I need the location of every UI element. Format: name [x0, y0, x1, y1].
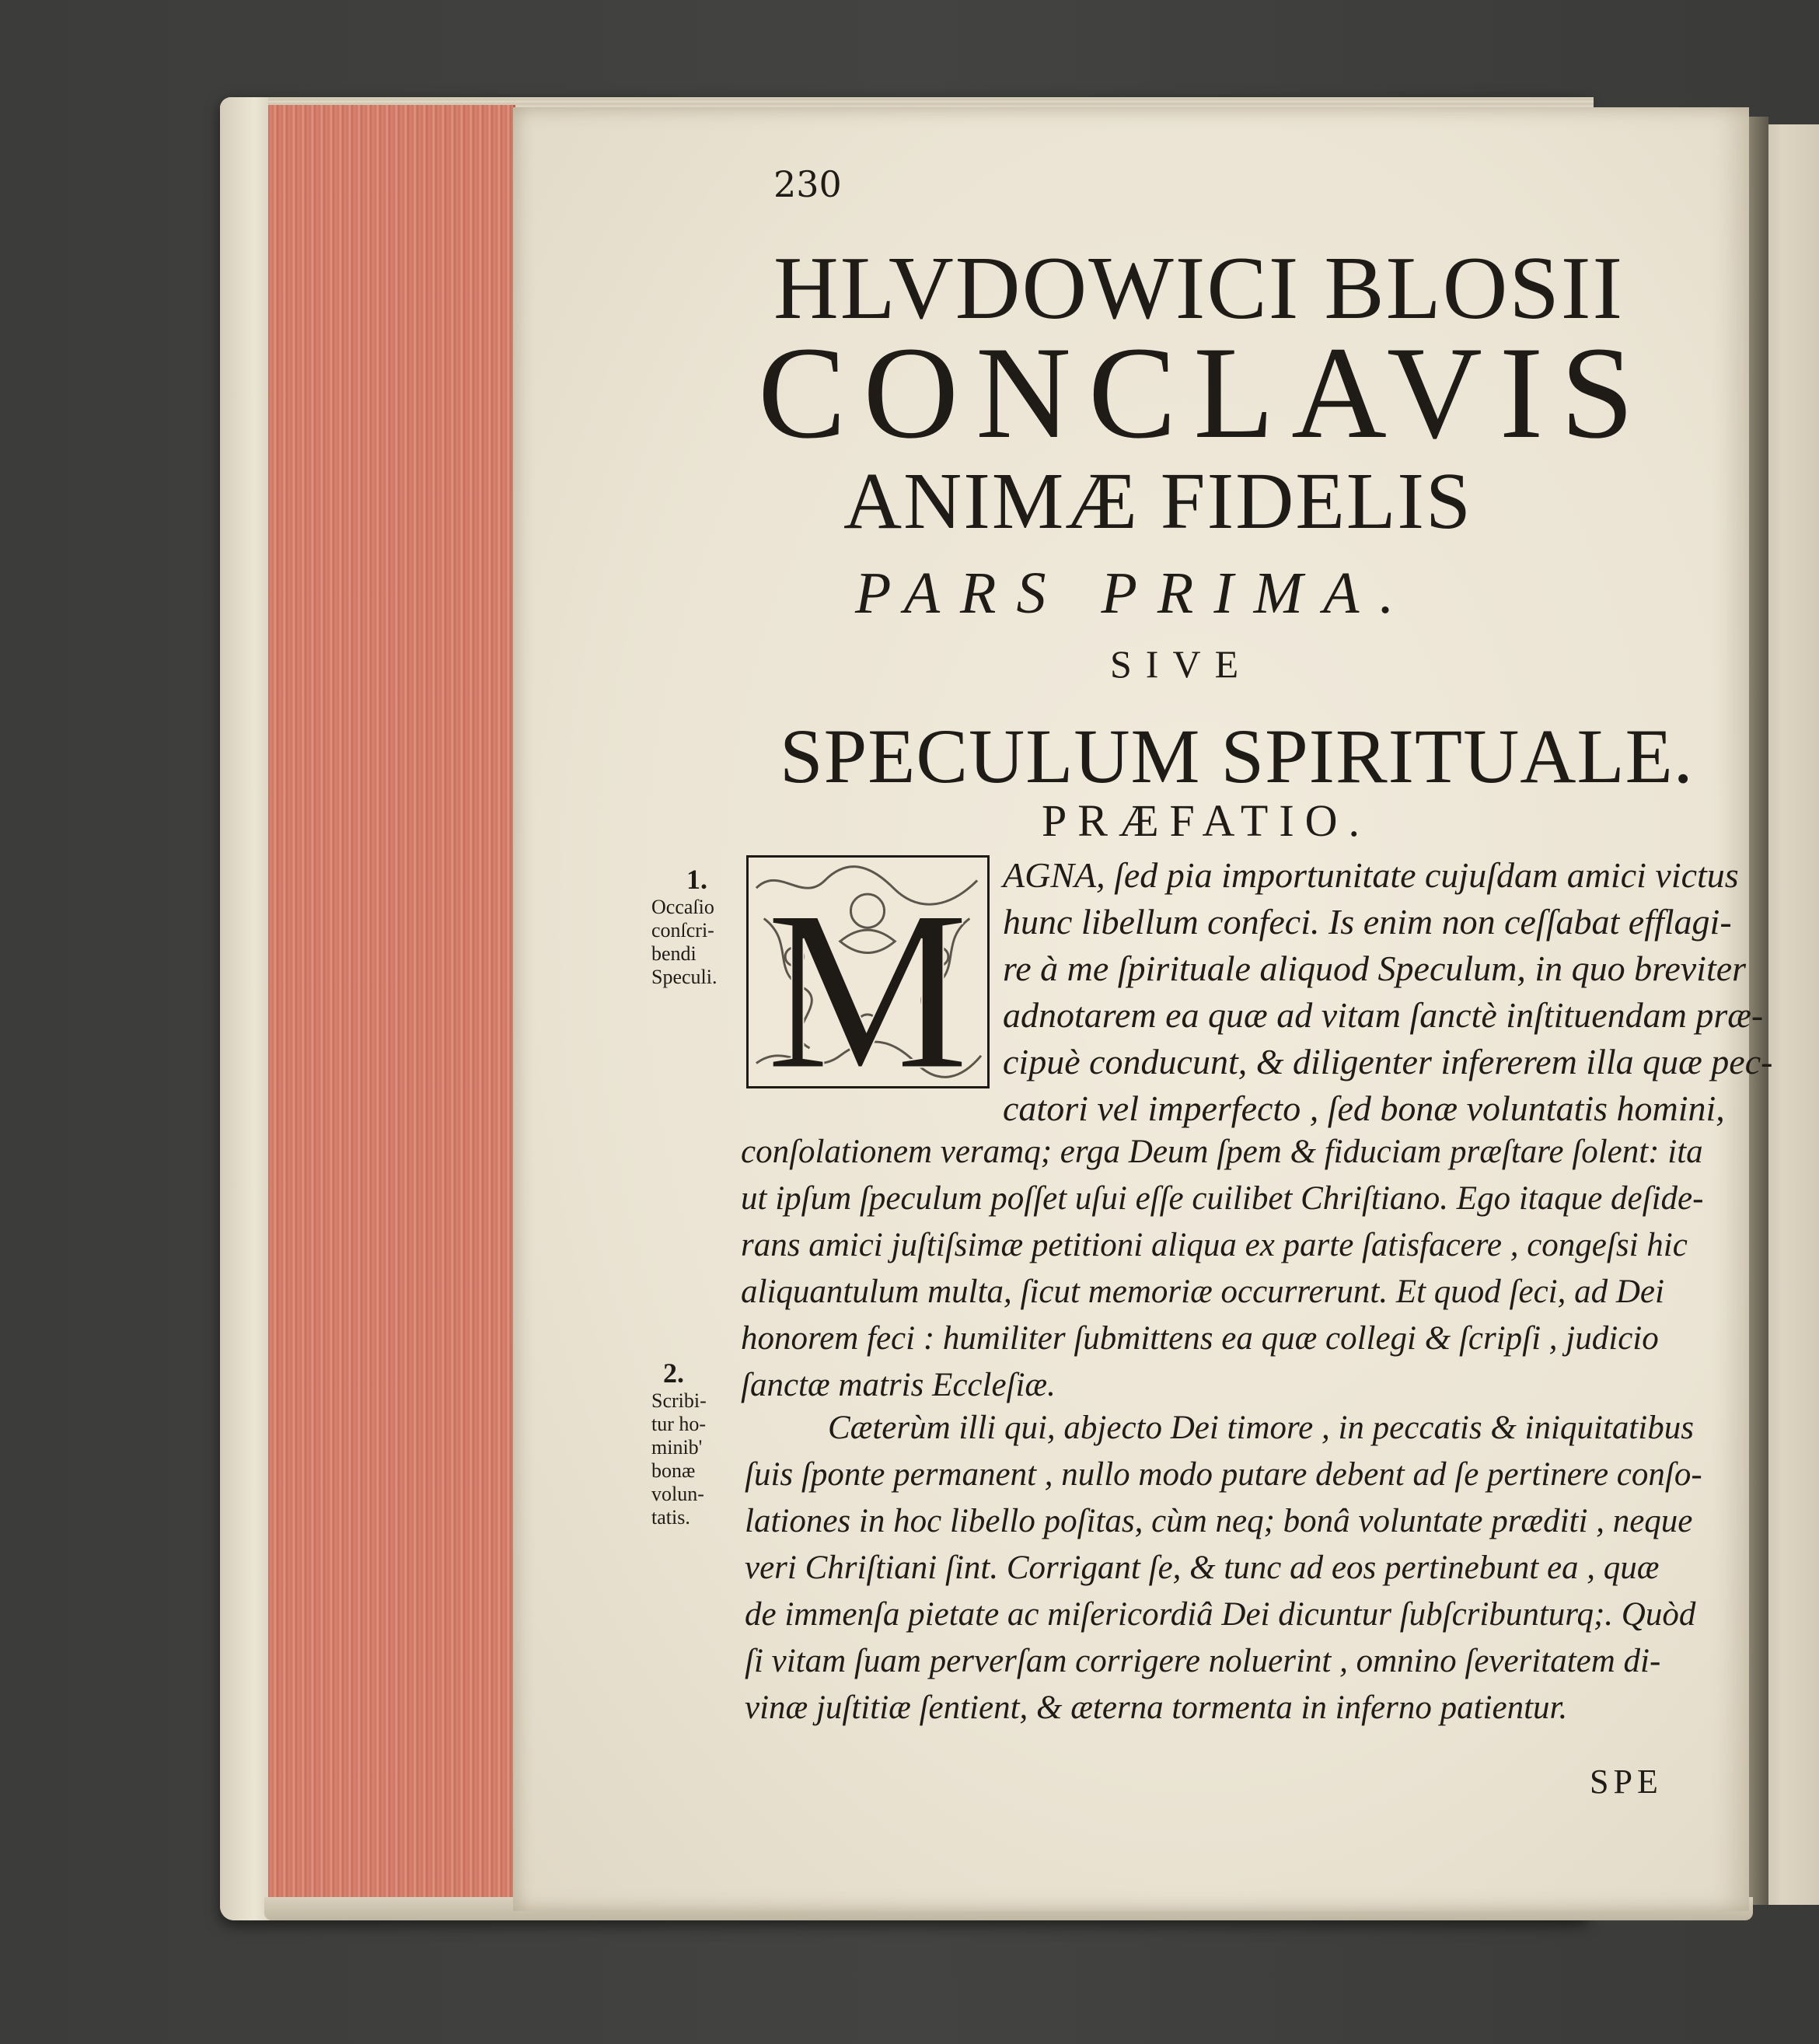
body-line: catori vel imperfecto , ſed bonæ voluntatis homini, [1003, 1088, 1725, 1128]
subtitle: SPECULUM SPIRITUALE. [780, 713, 1694, 799]
body-line: conſolationem veramq; erga Deum ſpem & fiduciam præſtare ſolent: ita [741, 1134, 1703, 1170]
margin-note-line: bendi [651, 942, 697, 965]
body-line: ſuis ſponte permanent , nullo modo putare debent ad ſe pertinere conſo- [745, 1456, 1702, 1493]
margin-note-line: Occaſio [651, 896, 714, 918]
body-line: adnotarem ea quæ ad vitam ſanctè inſtituendam præ- [1003, 995, 1764, 1035]
sive-heading: SIVE [1110, 642, 1253, 686]
margin-note-line: bonæ [651, 1459, 696, 1482]
preface-heading: PRÆFATIO. [1042, 795, 1371, 846]
margin-note-line: volun- [651, 1483, 704, 1505]
body-line: rans amici juſtiſsimæ petitioni aliqua ex parte ſatisfacere , congeſsi hic [741, 1227, 1688, 1263]
title-animae: ANIMÆ FIDELIS [843, 456, 1472, 546]
body-line: cipuè conducunt, & diligenter infererem illa quæ pec- [1003, 1042, 1773, 1081]
page-number: 230 [773, 163, 842, 205]
margin-note-1 [651, 863, 717, 989]
margin-note-number: 1. [686, 864, 707, 895]
red-page-edges [268, 105, 515, 1897]
body-line: hunc libellum confeci. Is enim non ceſſabat efflagi- [1003, 902, 1732, 942]
margin-note-line: minib' [651, 1436, 703, 1459]
body-line: veri Chriſtiani ſint. Corrigant ſe, & tunc ad eos pertinebunt ea , quæ [745, 1550, 1660, 1586]
body-line: ſi vitam ſuam perverſam corrigere noluerint , omnino ſeveritatem di- [745, 1643, 1661, 1679]
body-line: lationes in hoc libello poſitas, cùm neq; bonâ voluntate præditi , neque [745, 1503, 1693, 1539]
margin-note-line: tatis. [651, 1506, 690, 1529]
part-heading: PARS PRIMA. [855, 561, 1415, 626]
decorated-drop-cap [746, 855, 990, 1088]
margin-note-line: tur ho- [651, 1413, 707, 1435]
body-line: ut ipſum ſpeculum poſſet uſui eſſe cuilibet Chriſtiano. Ego itaque deſide- [741, 1180, 1704, 1217]
margin-note-line: Scribi- [651, 1389, 707, 1412]
margin-note-line: Speculi. [651, 966, 717, 988]
body-line: honorem feci : humiliter ſubmittens ea quæ collegi & ſcripſi , judicio [741, 1320, 1659, 1357]
catchword: SPE [1590, 1763, 1663, 1801]
drop-cap-letter: M [766, 863, 969, 1086]
margin-note-2 [651, 1357, 707, 1529]
margin-note-number: 2. [663, 1357, 684, 1389]
title-main: CONCLAVIS [758, 320, 1651, 466]
body-line: Cæterùm illi qui, abjecto Dei timore , in peccatis & iniquitatibus [828, 1410, 1694, 1446]
body-line: AGNA, ſed pia importunitate cujuſdam amici victus [1003, 855, 1739, 895]
body-line: re à me ſpirituale aliquod Speculum, in quo breviter [1003, 949, 1747, 988]
body-line: de immenſa pietate ac miſericordiâ Dei dicuntur ſubſcribunturq;. Quòd [745, 1596, 1696, 1633]
body-line: ſanctæ matris Eccleſiæ. [741, 1367, 1056, 1403]
margin-note-line: conſcri- [651, 919, 714, 942]
body-line: vinæ juſtitiæ ſentient, & æterna tormenta in inferno patientur. [745, 1689, 1568, 1726]
title-author: HLVDOWICI BLOSII [773, 239, 1625, 338]
body-line: aliquantulum multa, ſicut memoriæ occurrerunt. Et quod ſeci, ad Dei [741, 1274, 1664, 1310]
ornament-icon [749, 858, 987, 1086]
